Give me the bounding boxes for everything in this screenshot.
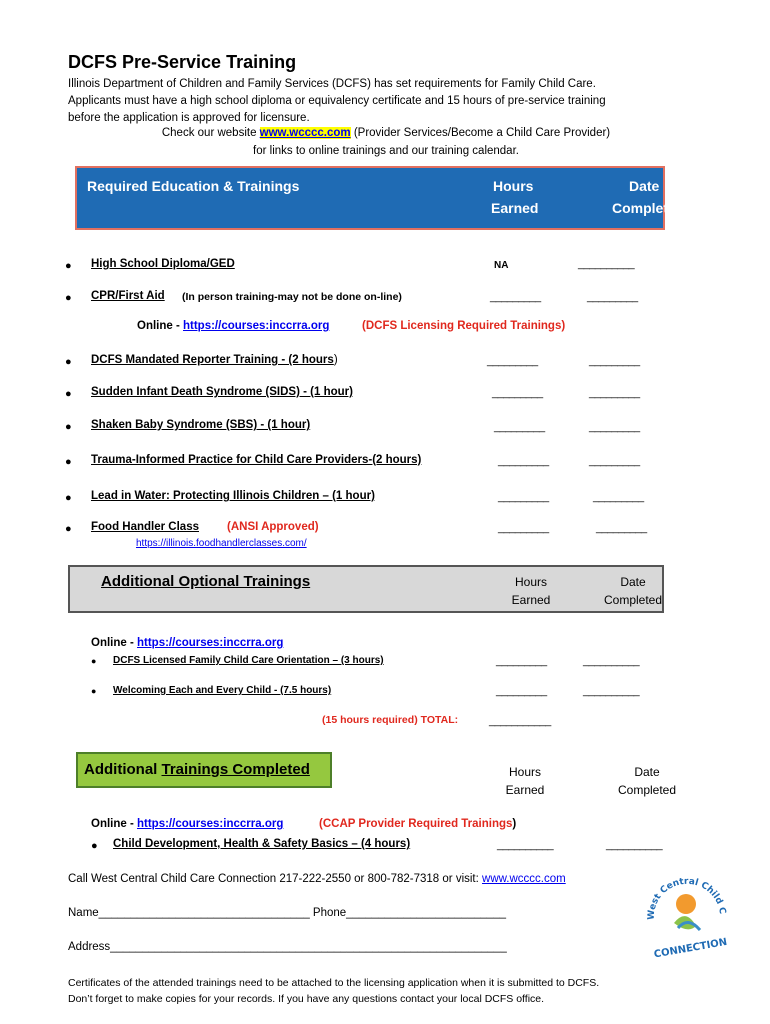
completed-hours-1: Hours [508,765,541,779]
cpr-date: _________ [587,291,638,303]
website-link[interactable]: www.wcccc.com [259,127,351,139]
item-sbs: Shaken Baby Syndrome (SBS) - (1 hour) [91,419,311,431]
optional-hours-1: Hours [514,575,547,589]
item-orientation: DCFS Licensed Family Child Care Orientation – (3 hours) [113,655,384,666]
item-cdhsb: Child Development, Health & Safety Basics – (4 hours) [113,838,411,850]
cdhsb-hours: __________ [497,839,554,851]
completed-header-label [84,761,310,778]
item-sids: Sudden Infant Death Syndrome (SIDS) - (1 hour) [91,386,353,398]
website-prefix: Check our website [161,127,260,139]
name-phone-line[interactable]: Name_________________________________ Phone_________________________ [68,907,507,919]
mandated-label: DCFS Mandated Reporter Training - (2 hours [91,354,334,366]
item-food: Food Handler Class [91,521,199,533]
ccap-note [319,818,516,830]
bullet: ● [65,492,72,504]
diploma-date: __________ [578,258,635,270]
logo-sun [676,894,696,914]
trauma-date: _________ [589,455,640,467]
intro-paragraph [68,76,606,127]
sbs-hours: _________ [494,421,545,433]
required-header-label: Required Education & Trainings [87,178,300,194]
optional-online-line [91,637,283,649]
optional-hours-col [506,573,556,609]
bullet: ● [65,260,72,272]
required-hours-label-1: Hours [493,178,534,194]
footer-note-2: Don’t forget to make copies for your records. If you have any questions contact your local DCFS office. [68,993,545,1005]
ccap-note-a: (CCAP Provider Required Trainings [319,818,513,830]
diploma-hours: NA [494,260,509,271]
address-line[interactable]: Address______________________________________________________________ [68,941,507,953]
completed-online-line [91,818,283,830]
intro-line-3: before the application is approved for licensure. [68,112,310,124]
website-suffix: (Provider Services/Become a Child Care Provider) [350,127,611,139]
food-hours: _________ [498,522,549,534]
logo-graphic [644,868,728,960]
total-label: (15 hours required) TOTAL: [322,714,459,726]
optional-header-bar [68,565,664,613]
orientation-date: __________ [583,655,640,667]
mandated-hours: _________ [487,355,538,367]
completed-date-1: Date [634,765,660,779]
page-title: DCFS Pre-Service Training [68,52,297,72]
orientation-hours: _________ [496,655,547,667]
completed-label-b: Trainings Completed [161,761,310,778]
online-label: Online - [91,637,137,649]
food-date: _________ [596,522,647,534]
cpr-note: (In person training-may not be done on-line) [182,291,402,303]
mandated-suffix: ) [333,354,338,366]
optional-date-2: Completed [603,593,663,607]
bullet: ● [91,686,97,696]
required-date-label-1: Date [629,178,660,194]
item-lead: Lead in Water: Protecting Illinois Children – (1 hour) [91,490,375,502]
item-welcoming: Welcoming Each and Every Child - (7.5 hours) [113,685,332,696]
bullet: ● [65,523,72,535]
logo-bottom-text: CONNECTION [653,936,728,960]
item-trauma: Trauma-Informed Practice for Child Care Providers-(2 hours) [91,454,422,466]
intro-line-2: Applicants must have a high school diploma or equivalency certificate and 15 hours of pre-service training [68,95,606,107]
bullet: ● [91,840,98,852]
welcoming-hours: _________ [496,685,547,697]
required-hours-label-2: Earned [491,200,539,216]
intro-line-1: Illinois Department of Children and Family Services (DCFS) has set requirements for Family Child Care. [68,78,596,90]
bullet: ● [65,292,72,304]
total-blank: ___________ [489,715,551,727]
bullet: ● [65,388,72,400]
completed-label-a: Additional [84,761,162,778]
food-link-wrap [136,538,307,549]
wcccc-logo [644,868,728,960]
bullet: ● [65,356,72,368]
licensing-note: (DCFS Licensing Required Trainings) [362,320,566,332]
contact-website-link[interactable]: www.wcccc.com [482,873,566,885]
completed-date-col [612,763,682,799]
food-note: (ANSI Approved) [227,521,319,533]
sids-date: _________ [589,387,640,399]
inccrra-link[interactable]: https://courses:inccrra.org [137,818,284,830]
optional-date-1: Date [620,575,646,589]
bullet: ● [65,421,72,433]
bullet: ● [91,656,97,666]
bullet: ● [65,456,72,468]
food-link[interactable]: https://illinois.foodhandlerclasses.com/ [136,538,307,549]
sids-hours: _________ [492,387,543,399]
welcoming-date: __________ [583,685,640,697]
cpr-hours: _________ [490,291,541,303]
calendar-line: for links to online trainings and our training calendar. [253,145,519,157]
contact-line [68,873,566,885]
cdhsb-date: __________ [606,839,663,851]
item-mandated [91,354,338,366]
trauma-hours: _________ [498,455,549,467]
lead-date: _________ [593,491,644,503]
completed-header-bar [76,752,332,788]
ccap-note-b: ) [512,818,517,830]
inccrra-link[interactable]: https://courses:inccrra.org [183,320,330,332]
website-line [68,127,704,139]
sbs-date: _________ [589,421,640,433]
lead-hours: _________ [498,491,549,503]
required-header-bar [75,166,685,230]
inccrra-link[interactable]: https://courses:inccrra.org [137,637,284,649]
item-diploma: High School Diploma/GED [91,258,235,270]
completed-hours-2: Earned [505,783,545,797]
mandated-date: _________ [589,355,640,367]
optional-header-label: Additional Optional Trainings [101,573,311,590]
optional-hours-2: Earned [511,593,551,607]
contact-text: Call West Central Child Care Connection 217-222-2550 or 800-782-7318 or visit: [68,873,483,885]
required-online-line [137,320,329,332]
completed-date-2: Completed [617,783,677,797]
logo-top-text: West Central Child C [646,876,728,921]
optional-date-col [598,573,668,609]
item-cpr: CPR/First Aid [91,290,165,302]
footer-note-1: Certificates of the attended trainings need to be attached to the licensing application when it is submitted to DCFS. [68,977,600,989]
required-date-label-2: Completed [612,200,685,216]
completed-hours-col [500,763,550,799]
footer-notes [68,975,599,1007]
online-label: Online - [137,320,183,332]
online-label: Online - [91,818,137,830]
